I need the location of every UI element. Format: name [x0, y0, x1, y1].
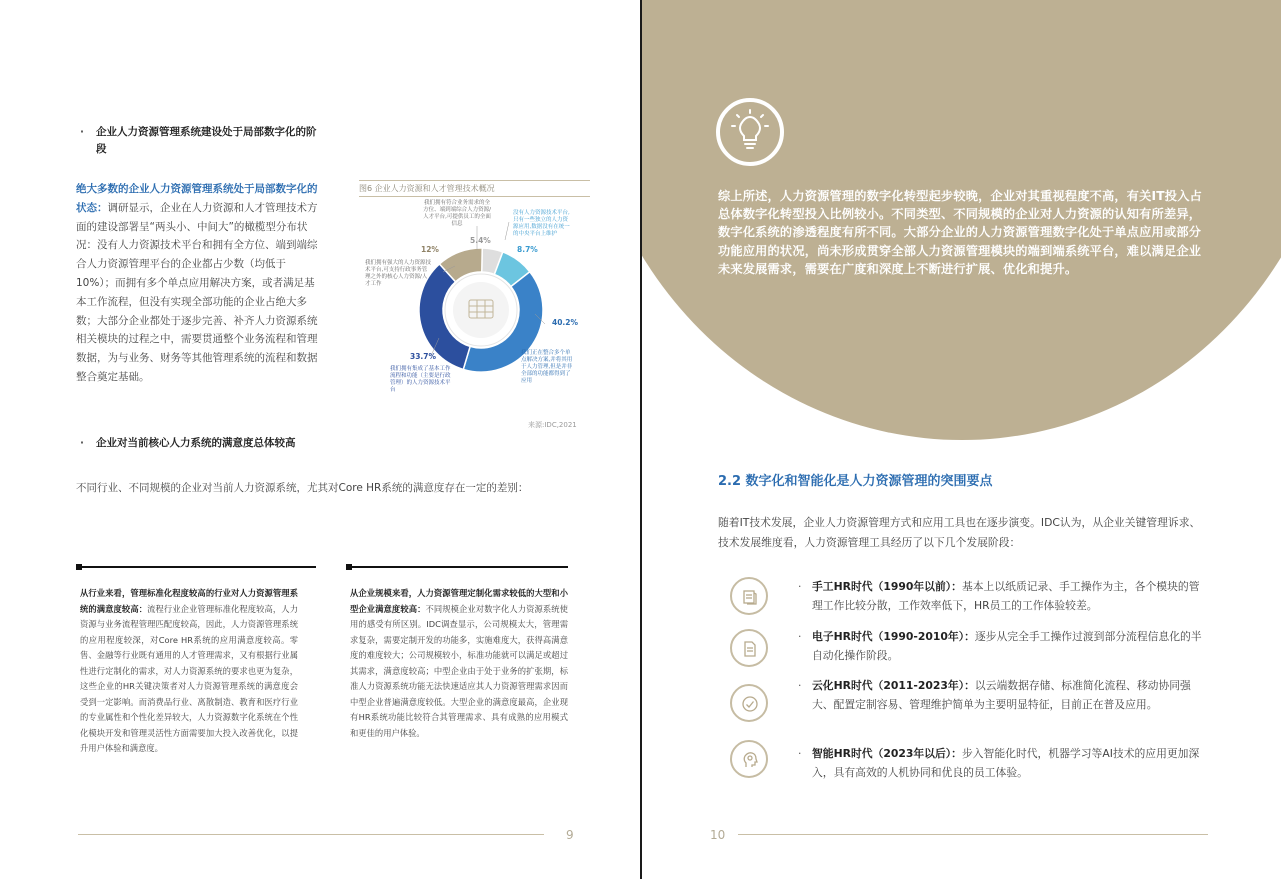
slice-label-fullplatform: 我们拥有符合业务需求的全方位、端到端综合人力资源/人才平台,可提供员工的全面信息: [423, 200, 491, 227]
section-title: 2.2 数字化和智能化是人力资源管理的突围要点: [718, 474, 993, 489]
bullet-dot: ·: [80, 126, 84, 138]
slice-pct-fullplatform: 5.4%: [470, 236, 491, 245]
page-number: 9: [566, 828, 574, 842]
footer-rule: [78, 834, 544, 835]
stage-body: 以云端数据存储、标准简化流程、移动协同强大、配置定制容易、管理维护简单为主要明显特征，目前正在普及应用。: [812, 679, 1191, 711]
column-industry-bold: 从行业来看，管理标准化程度较高的行业对人力资源管理系统的满意度较高：: [80, 588, 298, 614]
lightbulb-icon: [716, 98, 784, 166]
column-industry-body: 流程行业企业管理标准化程度较高，人力资源与业务流程管理匹配度较高，因此，人力资源管理系统的应用程度较深，对Core HR系统的应用满意度较高。零售、金融等行业既有通用的人才管理需求，又有根据行业属性进行定制化的需求，对人力资源系统的要求也更为复杂，这些企业的HR关键决策者对人力资源管理系统的满意度会受到一定影响。而消费品行业、离散制造、教育和医疗行业的专业属性和个性化差异较大，人力资源数字化系统在个性化模块开发和管理灵活性方面需要加大投入改善优化，以提升用户体验和满意度。: [80, 603, 298, 753]
brain-head-icon: [730, 740, 768, 778]
slice-pct-strong: 12%: [421, 245, 439, 254]
slice-pct-multipoint: 40.2%: [552, 318, 579, 327]
stage-title: 智能HR时代（2023年以后）：: [812, 747, 962, 760]
stage-smart-hr: · 智能HR时代（2023年以后）：步入智能化时代，机器学习等AI技术的应用更加深入，具有高效的人机协同和优良的员工体验。: [798, 747, 1200, 779]
footer-rule: [738, 834, 1208, 835]
donut-center-inner: [453, 282, 509, 338]
stage-body: 基本上以纸质记录、手工操作为主，各个模块的管理工作比较分散，工作效率低下，HR员工的工作体验较差。: [812, 580, 1200, 612]
paper-stack-icon: [730, 577, 768, 615]
right-page: [642, 0, 1281, 879]
cloud-check-icon: [730, 684, 768, 722]
column-industry: [80, 586, 298, 757]
slice-label-noplatform: 没有人力资源技术平台,只有一些独立的人力资源应用,数据没有在统一的中央平台上维护: [513, 210, 570, 237]
stage-title: 电子HR时代（1990-2010年）：: [812, 630, 975, 643]
slice-label-strong: 我们拥有强大的人力资源技术平台,可支持行政事务管理之外的核心人力资源/人才工作: [365, 260, 432, 287]
paragraph-digitalization-status: [76, 180, 324, 387]
stage-body: 步入智能化时代，机器学习等AI技术的应用更加深入，具有高效的人机协同和优良的员工体验。: [812, 747, 1200, 779]
paragraph-highlight: 绝大多数的企业人力资源管理系统处于局部数字化的状态：: [76, 183, 318, 214]
stage-body: 逐步从完全手工操作过渡到部分流程信息化的半自动化操作阶段。: [812, 630, 1202, 662]
stage-title: 手工HR时代（1990年以前）：: [812, 580, 962, 593]
slice-label-basic: 我们拥有集成了基本工作流程和功能（主要是行政管理）的人力资源技术平台: [390, 366, 451, 393]
page-number: 10: [710, 828, 726, 842]
paragraph-body: 调研显示，企业在人力资源和人才管理技术方面的建设部署呈“两头小、中间大”的橄榄型分布状况：没有人力资源技术平台和拥有全方位、端到端综合人力资源管理平台的企业都占少数（均低于10%）；而拥有多个单点应用解决方案，或者满足基本工作流程，但没有实现全部功能的企业占绝大多数；大部分企业都处于逐步完善、补齐人力资源系统相关模块的过程之中，需要贯通整个业务流程和管理数据，为与业务、财务等其他管理系统的流程和数据整合奠定基础。: [76, 201, 318, 383]
stage-cloud-hr: · 云化HR时代（2011-2023年）：以云端数据存储、标准简化流程、移动协同强大、配置定制容易、管理维护简单为主要明显特征，目前正在普及应用。: [798, 679, 1191, 711]
section-heading-satisfaction: · 企业对当前核心人力系统的满意度总体较高: [96, 435, 356, 452]
slice-pct-basic: 33.7%: [410, 352, 437, 361]
column-scale-body: 不同规模企业对数字化人力资源系统使用的感受有所区别。IDC调查显示，公司规模太大，管理需求复杂，需要定制开发的功能多，实施难度大，获得高满意度的难度较大；公司规模较小，标准功能就可以满足或超过其需求，满意度较高；中型企业由于处于业务的扩张期，标准人力资源系统功能无法快速适应其人力资源管理需求因而中型企业普遍满意度较低。大型企业的满意度最高，企业现有HR系统功能比较符合其管理需求、具有成熟的应用模式和更佳的用户体验。: [350, 603, 568, 738]
column-rule-industry: [76, 566, 316, 568]
paragraph-satisfaction-intro: 不同行业、不同规模的企业对当前人力资源系统，尤其对Core HR系统的满意度存在一定的差别：: [76, 482, 529, 494]
column-scale: [350, 586, 568, 741]
summary-text: 综上所述，人力资源管理的数字化转型起步较晚，企业对其重视程度不高，有关IT投入占总体数字化转型投入比例较小。不同类型、不同规模的企业对人力资源的认知有所差异，数字化系统的渗透程度有所不同。大部分企业的人力资源管理数字化处于单点应用或部分功能应用的状况，尚未形成贯穿全部人力资源管理模块的端到端系统平台，难以满足企业未来发展需求，需要在广度和深度上不断进行扩展、优化和提升。: [718, 189, 1202, 276]
slice-pct-noplatform: 8.7%: [517, 245, 538, 254]
stage-manual-hr: · 手工HR时代（1990年以前）：基本上以纸质记录、手工操作为主，各个模块的管理工作比较分散，工作效率低下，HR员工的工作体验较差。: [798, 580, 1200, 612]
bullet-dot: ·: [80, 437, 84, 449]
column-rule-scale: [346, 566, 568, 568]
intro-paragraph: 随着IT技术发展，企业人力资源管理方式和应用工具也在逐步演变。IDC认为，从企业关键管理诉求、技术发展维度看，人力资源管理工具经历了以下几个发展阶段：: [718, 516, 1201, 549]
figure-title: 图6 企业人力资源和人才管理技术概况: [359, 180, 590, 197]
section-heading-local-digitalization: · 企业人力资源管理系统建设处于局部数字化的阶段: [80, 126, 317, 155]
stage-electronic-hr: · 电子HR时代（1990-2010年）：逐步从完全手工操作过渡到部分流程信息化的半自动化操作阶段。: [798, 630, 1202, 662]
stage-title: 云化HR时代（2011-2023年）：: [812, 679, 975, 692]
column-scale-bold: 从企业规模来看，人力资源管理定制化需求较低的大型和小型企业满意度较高：: [350, 588, 568, 614]
slice-label-multipoint: 我们正在整合多个单点解决方案,并将其用于人力管理,但是并非全部的功能都得到了应用: [521, 350, 573, 384]
figure-source: 来源:IDC,2021: [528, 421, 577, 429]
document-icon: [730, 629, 768, 667]
